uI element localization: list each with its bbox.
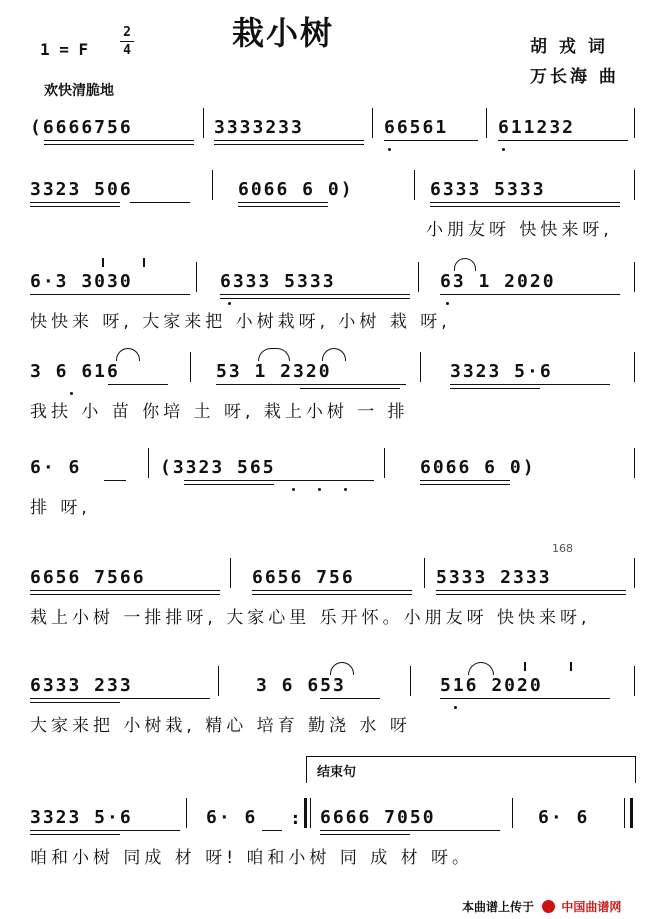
lyrics-line-2: 小朋友呀 快快来呀, [426, 220, 613, 240]
measure-5-1: 6· 6 [30, 457, 82, 478]
barline [634, 170, 635, 200]
beam-line [30, 294, 190, 295]
beam-line [238, 206, 328, 207]
ending-bracket [306, 756, 636, 783]
beam-line [238, 202, 328, 203]
repeat-dots: : [290, 808, 301, 829]
barline [420, 352, 421, 382]
measure-8-4: 6· 6 [538, 807, 590, 828]
beam-line [430, 206, 620, 207]
slur-mark [258, 348, 290, 361]
footer-text: 本曲谱上传于 [462, 900, 535, 914]
lyrics-line-6: 栽上小树 一排排呀, 大家心里 乐开怀。小朋友呀 快快来呀, [30, 608, 591, 628]
barline [190, 352, 191, 382]
beam-line [130, 202, 190, 203]
barline [410, 666, 411, 696]
barline [634, 558, 635, 588]
barline [310, 798, 311, 828]
measure-4-3: 3323 5·6 [450, 361, 553, 382]
final-barline [630, 798, 633, 828]
site-logo-icon [542, 900, 555, 913]
beam-line [30, 590, 220, 591]
beam-line [450, 388, 540, 389]
time-signature-top: 2 [123, 25, 131, 40]
beam-line [30, 702, 120, 703]
beam-line [44, 140, 194, 141]
beam-line [420, 484, 510, 485]
measure-5-2: (3323 565 [160, 457, 276, 478]
barline [414, 170, 415, 200]
measure-7-3: 516 2020 [440, 675, 543, 696]
staccato-mark [143, 258, 145, 267]
staff-3 [0, 272, 662, 342]
staff-1 [0, 118, 662, 188]
staff-7 [0, 676, 662, 746]
measure-7-1: 6333 233 [30, 675, 133, 696]
beam-line [216, 384, 406, 385]
staff-5 [0, 458, 662, 528]
measure-1-1: (6666756 [30, 117, 133, 138]
octave-dot [502, 148, 505, 151]
measure-6-2: 6656 756 [252, 567, 355, 588]
beam-line [30, 698, 210, 699]
beam-line [436, 594, 626, 595]
beam-line [320, 834, 410, 835]
beam-line [184, 484, 274, 485]
barline [634, 448, 635, 478]
barline [203, 108, 204, 138]
measure-4-2: 53 1 2320 [216, 361, 332, 382]
measure-2-2: 6066 6 0) [238, 179, 354, 200]
barline [424, 558, 425, 588]
lyrics-line-8: 咱和小树 同成 材 呀! 咱和小树 同 成 材 呀。 [30, 848, 474, 868]
barline [148, 448, 149, 478]
barline [486, 108, 487, 138]
composer-credit: 万长海 曲 [530, 67, 619, 87]
measure-4-1: 3 6 616 [30, 361, 120, 382]
measure-8-2: 6· 6 [206, 807, 258, 828]
measure-2-3: 6333 5333 [430, 179, 546, 200]
octave-dot [292, 488, 295, 491]
slur-mark [322, 348, 346, 361]
lyrics-line-5: 排 呀, [30, 498, 91, 518]
measure-5-3: 6066 6 0) [420, 457, 536, 478]
beam-line [214, 144, 364, 145]
beam-line [498, 140, 628, 141]
measure-8-1: 3323 5·6 [30, 807, 133, 828]
staff-2 [0, 180, 662, 250]
measure-1-2: 3333233 [214, 117, 304, 138]
barline [196, 262, 197, 292]
staccato-mark [524, 662, 526, 671]
lyricist-credit: 胡 戎 词 [530, 37, 608, 57]
beam-line [30, 834, 120, 835]
octave-dot [70, 392, 73, 395]
repeat-barline [304, 798, 307, 828]
beam-line [184, 480, 374, 481]
barline [230, 558, 231, 588]
beam-line [30, 830, 180, 831]
beam-line [214, 140, 364, 141]
staff-6 [0, 568, 662, 638]
slur-mark [468, 662, 494, 675]
octave-dot [228, 302, 231, 305]
beam-line [44, 144, 194, 145]
beam-line [262, 830, 282, 831]
staff-8 [0, 808, 662, 878]
barline [634, 666, 635, 696]
song-title: 栽小树 [232, 14, 335, 52]
footer-brand: 中国曲谱网 [561, 900, 622, 914]
page-number: 168 [552, 542, 573, 555]
beam-line [430, 202, 620, 203]
time-signature [120, 26, 134, 57]
measure-3-2: 6333 5333 [220, 271, 336, 292]
beam-line [252, 594, 412, 595]
footer-watermark [462, 898, 621, 915]
beam-line [384, 140, 478, 141]
beam-line [440, 698, 610, 699]
measure-8-3: 6666 7050 [320, 807, 436, 828]
octave-dot [388, 148, 391, 151]
beam-line [320, 830, 500, 831]
measure-1-3: 66561 [384, 117, 449, 138]
tempo-marking: 欢快清脆地 [44, 83, 114, 99]
key-signature: 1 = F [40, 40, 89, 59]
beam-line [104, 480, 126, 481]
beam-line [30, 202, 120, 203]
staff-4 [0, 362, 662, 432]
lyrics-line-3: 快快来 呀, 大家来把 小树栽呀, 小树 栽 呀, [30, 312, 451, 332]
measure-3-1: 6·3 3030 [30, 271, 133, 292]
beam-line [30, 594, 220, 595]
octave-dot [446, 302, 449, 305]
barline [624, 798, 625, 828]
beam-line [440, 294, 620, 295]
lyrics-line-7: 大家来把 小树栽, 精心 培育 勤浇 水 呀 [30, 716, 411, 736]
barline [218, 666, 219, 696]
barline [634, 262, 635, 292]
beam-line [220, 294, 410, 295]
slur-mark [454, 258, 476, 271]
barline [634, 352, 635, 382]
barline [512, 798, 513, 828]
octave-dot [344, 488, 347, 491]
staccato-mark [570, 662, 572, 671]
measure-6-3: 5333 2333 [436, 567, 552, 588]
beam-line [320, 698, 380, 699]
measure-2-1: 3323 506 [30, 179, 133, 200]
beam-line [300, 388, 400, 389]
beam-line [30, 206, 120, 207]
beam-line [108, 384, 168, 385]
slur-mark [330, 662, 354, 675]
measure-6-1: 6656 7566 [30, 567, 146, 588]
time-signature-line [120, 41, 134, 42]
beam-line [220, 298, 410, 299]
staccato-mark [102, 258, 104, 267]
time-signature-bottom: 4 [123, 43, 131, 58]
beam-line [420, 480, 510, 481]
measure-3-3: 63 1 2020 [440, 271, 556, 292]
barline [186, 798, 187, 828]
barline [384, 448, 385, 478]
barline [372, 108, 373, 138]
beam-line [252, 590, 412, 591]
octave-dot [318, 488, 321, 491]
measure-1-4: 611232 [498, 117, 576, 138]
measure-7-2: 3 6 653 [256, 675, 346, 696]
beam-line [436, 590, 626, 591]
slur-mark [116, 348, 140, 361]
barline [212, 170, 213, 200]
beam-line [450, 384, 610, 385]
barline [634, 108, 635, 138]
ending-label: 结束句 [317, 765, 357, 780]
barline [418, 262, 419, 292]
lyrics-line-4: 我扶 小 苗 你培 土 呀, 栽上小树 一 排 [30, 402, 409, 422]
octave-dot [454, 706, 457, 709]
